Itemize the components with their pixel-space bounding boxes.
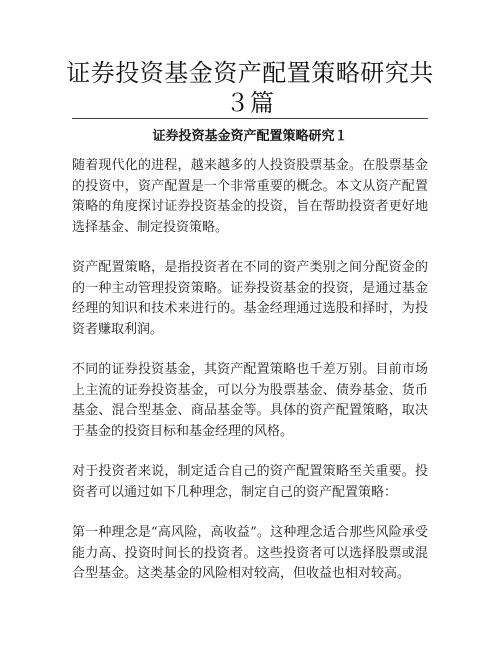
title-divider xyxy=(72,118,428,119)
section-heading: 证券投资基金资产配置策略研究１ xyxy=(152,129,348,144)
paragraph: 第一种理念是“高风险，高收益”。这种理念适合那些风险承受能力高、投资时间长的投资者。这些投资者可以选择股票或混合型基金。这类基金的风险相对较高，但收益也相对较高。 xyxy=(72,525,428,581)
paragraph: 不同的证券投资基金，其资产配置策略也千差万别。目前市场上主流的证券投资基金，可以分为股票基金、债券基金、货币基金、混合型基金、商品基金等。具体的资产配置策略，取决于基金的投资目标和基金经理的风格。 xyxy=(72,362,428,439)
document-body xyxy=(72,156,428,605)
paragraph: 资产配置策略，是指投资者在不同的资产类别之间分配资金的的一种主动管理投资策略。证券投资基金的投资，是通过基金经理的知识和技术来进行的。基金经理通过选股和择时，为投资者赚取利润。 xyxy=(72,260,428,337)
paragraph: 随着现代化的进程，越来越多的人投资股票基金。在股票基金的投资中，资产配置是一个非常重要的概念。本文从资产配置策略的角度探讨证券投资基金的投资，旨在帮助投资者更好地选择基金、制定投资策略。 xyxy=(72,158,428,235)
document-title: 证券投资基金资产配置策略研究共３篇 xyxy=(66,59,434,117)
paragraph: 对于投资者来说，制定适合自己的资产配置策略至关重要。投资者可以通过如下几种理念，制定自己的资产配置策略： xyxy=(72,464,428,500)
